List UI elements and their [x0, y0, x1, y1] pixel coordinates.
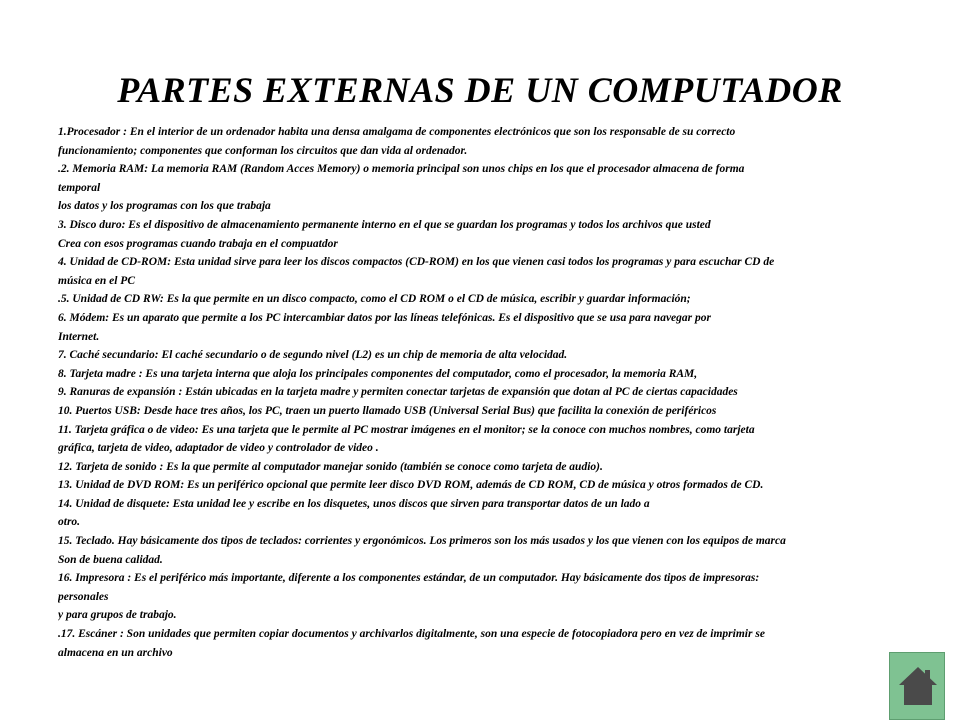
body-line: 3. Disco duro: Es el dispositivo de almacenamiento permanente interno en el que se guardan los programas y todos los archivos que usted [58, 218, 711, 231]
body-line: 13. Unidad de DVD ROM: Es un periférico opcional que permite leer disco DVD ROM, además de CD ROM, CD de música y otros formados de CD. [58, 479, 764, 492]
body-line: almacena en un archivo [58, 646, 173, 659]
body-line: otro. [58, 516, 81, 529]
body-line: 11. Tarjeta gráfica o de video: Es una tarjeta que le permite al PC mostrar imágenes en el monitor; se la conoce con muchos nombres, como tarjeta [58, 423, 755, 436]
body-line: 8. Tarjeta madre : Es una tarjeta interna que aloja los principales componentes del computador, como el procesador, la memoria RAM, [58, 367, 698, 380]
body-line: 6. Módem: Es un aparato que permite a los PC intercambiar datos por las líneas telefónicas. Es el dispositivo que se usa para navegar por [58, 311, 711, 324]
body-line: 1.Procesador : En el interior de un ordenador habita una densa amalgama de componentes electrónicos que son los responsable de su correcto [58, 126, 736, 138]
body-line: funcionamiento; componentes que conforman los circuitos que dan vida al ordenador. [58, 144, 468, 157]
body-line: música en el PC [58, 274, 135, 287]
body-line: y para grupos de trabajo. [58, 609, 177, 622]
home-button[interactable] [889, 652, 945, 720]
body-line: 15. Teclado. Hay básicamente dos tipos de teclados: corrientes y ergonómicos. Los primeros son los más usados y los que vienen con los equipos de marca [58, 535, 786, 548]
body-line: Son de buena calidad. [58, 553, 163, 566]
body-line: Internet. [58, 330, 100, 343]
body-line: 4. Unidad de CD-ROM: Esta unidad sirve para leer los discos compactos (CD-ROM) en los que vienen casi todos los programas y para escuchar CD de [58, 256, 775, 269]
slide-body [58, 123, 920, 662]
slide-title: PARTES EXTERNAS DE UN COMPUTADOR [117, 70, 843, 110]
body-line: .5. Unidad de CD RW: Es la que permite en un disco compacto, como el CD ROM o el CD de música, escribir y guardar información; [58, 293, 691, 306]
body-line: 12. Tarjeta de sonido : Es la que permite al computador manejar sonido (también se conoce como tarjeta de audio). [58, 460, 603, 473]
body-line: Crea con esos programas cuando trabaja en el compuatdor [58, 237, 338, 250]
body-line: .17. Escáner : Son unidades que permiten copiar documentos y archivarlos digitalmente, son una especie de fotocopiadora pero en vez de imprimir se [58, 628, 765, 641]
body-line: 16. Impresora : Es el periférico más importante, diferente a los componentes estándar, de un computador. Hay básicamente dos tipos de impresoras: [58, 572, 760, 585]
body-line: los datos y los programas con los que trabaja [58, 200, 271, 213]
body-line: temporal [58, 181, 101, 194]
body-line: .2. Memoria RAM: La memoria RAM (Random Acces Memory) o memoria principal son unos chips en los que el procesador almacena de forma [58, 163, 745, 176]
body-line: gráfica, tarjeta de video, adaptador de video y controlador de video . [58, 442, 379, 455]
body-line: 10. Puertos USB: Desde hace tres años, los PC, traen un puerto llamado USB (Universal Serial Bus) que facilita la conexión de periféricos [58, 404, 717, 417]
home-icon [895, 663, 941, 709]
body-line: 14. Unidad de disquete: Esta unidad lee y escribe en los disquetes, unos discos que sirven para transportar datos de un lado a [58, 497, 650, 510]
body-line: 9. Ranuras de expansión : Están ubicadas en la tarjeta madre y permiten conectar tarjetas de expansión que dotan al PC de ciertas capacidades [58, 386, 738, 399]
body-line: 7. Caché secundario: El caché secundario o de segundo nivel (L2) es un chip de memoria de alta velocidad. [58, 349, 568, 362]
body-line: personales [58, 590, 109, 603]
